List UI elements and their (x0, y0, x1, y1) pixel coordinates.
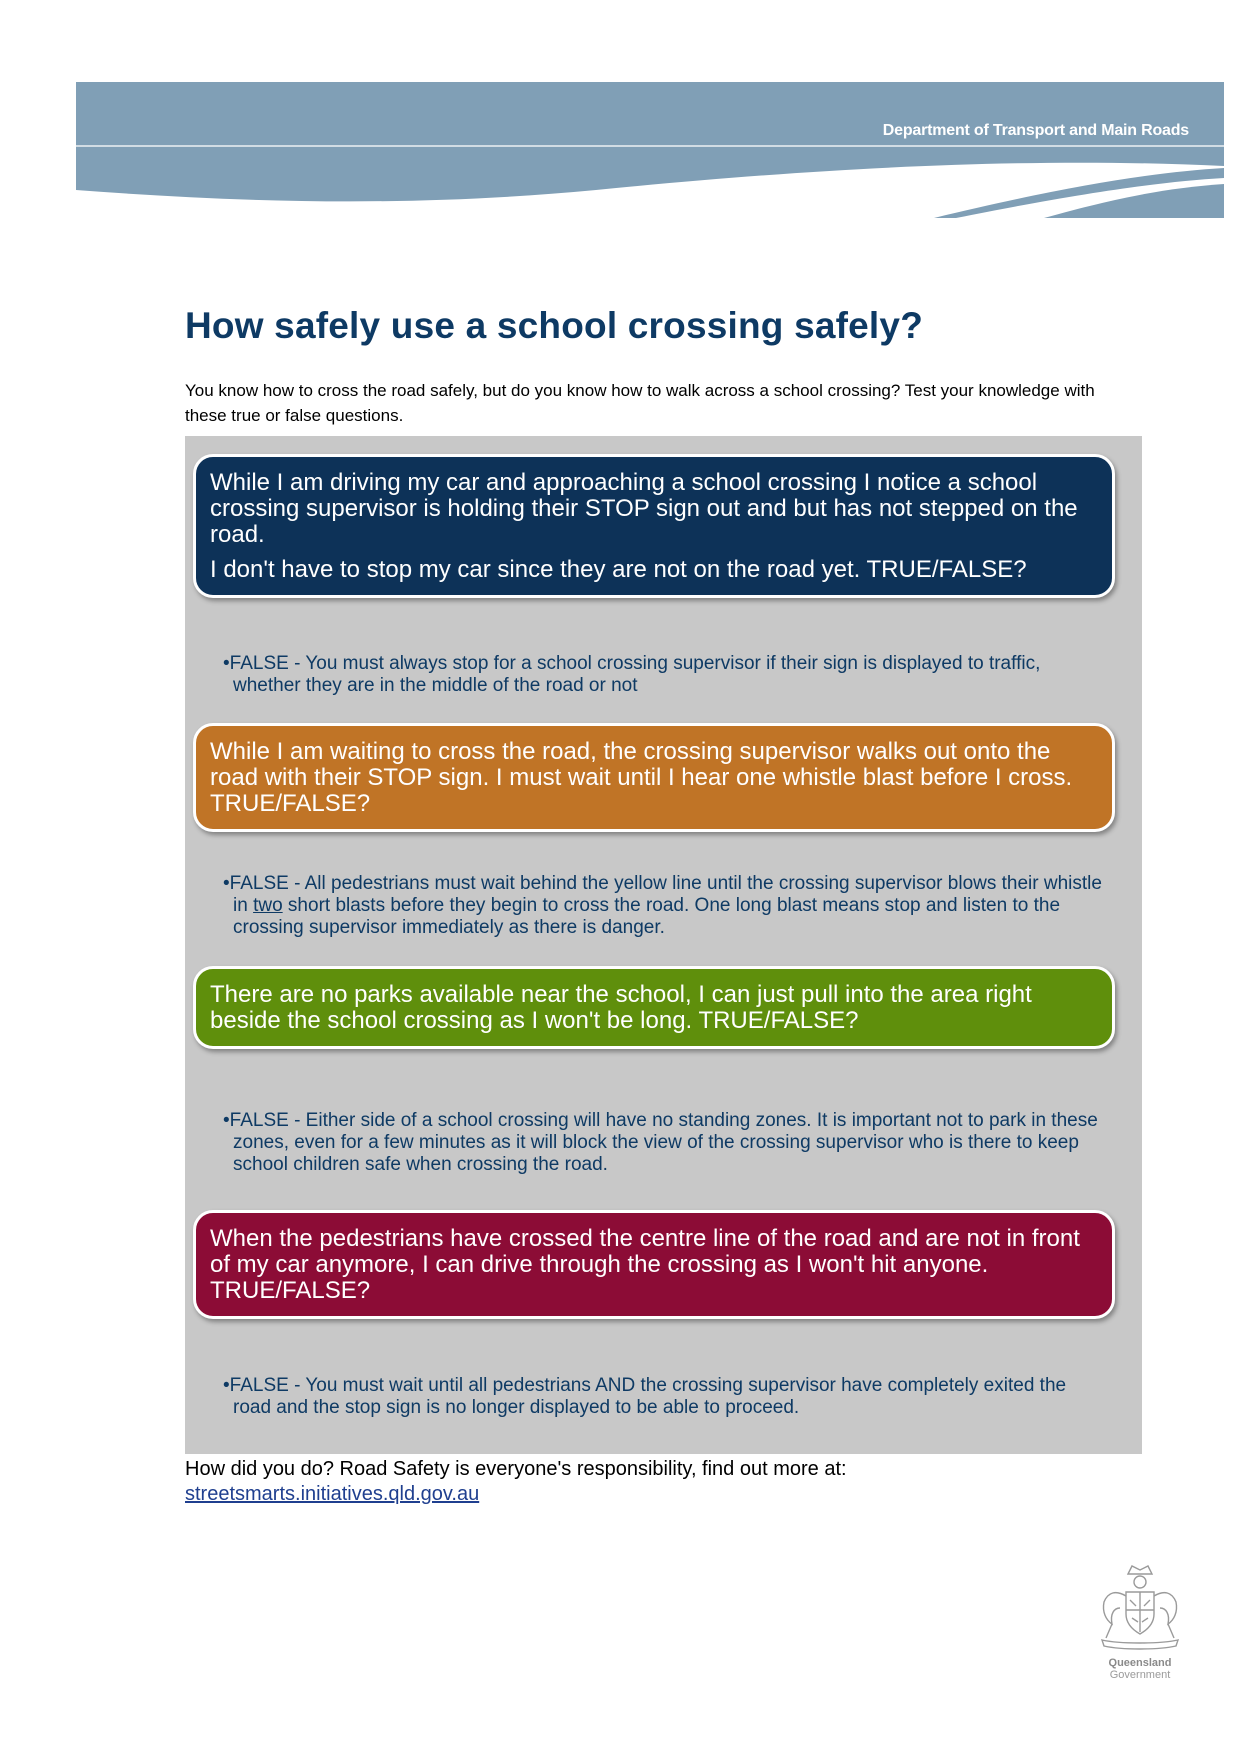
question-4-text: When the pedestrians have crossed the centre line of the road and are not in front of my car anymore, I can drive through the crossing as I won't hit anyone. TRUE/FALSE? (210, 1225, 1080, 1304)
answer-3: •FALSE - Either side of a school crossing will have no standing zones. It is important not to park in these zones, even for a few minutes as it will block the view of the crossing supervisor who is there to keep school children safe when crossing the road. (223, 1110, 1098, 1175)
queensland-government-logo (1092, 1562, 1188, 1680)
question-1-text-line2: I don't have to stop my car since they are not on the road yet. TRUE/FALSE? (210, 556, 1027, 583)
page-title: How safely use a school crossing safely? (185, 305, 923, 346)
answer-2 (223, 873, 1103, 939)
question-2-text: While I am waiting to cross the road, the crossing supervisor walks out onto the road with their STOP sign. I must wait until I hear one whistle blast before I cross. TRUE/FALSE? (210, 738, 1073, 817)
header-banner (76, 82, 1224, 222)
logo-line-2: Government (1109, 1669, 1171, 1681)
quiz-panel (185, 436, 1142, 1454)
department-name: Department of Transport and Main Roads (882, 122, 1189, 139)
banner-graphic (76, 82, 1224, 222)
intro-text: You know how to cross the road safely, but do you know how to walk across a school crossing? Test your knowledge with these true or false questions. (185, 381, 1095, 425)
question-box-4 (193, 1210, 1115, 1319)
answer-2-start: •FALSE - All pedestrians must wait behind the yellow line until the crossing supervisor blows their whistle in (223, 873, 1102, 916)
question-3-text: There are no parks available near the school, I can just pull into the area right beside the school crossing as I won't be long. TRUE/FALSE? (210, 981, 1032, 1034)
question-box-1 (193, 454, 1115, 598)
question-box-3 (193, 966, 1115, 1049)
footer-link[interactable]: streetsmarts.initiatives.qld.gov.au (185, 1483, 480, 1505)
coat-of-arms-icon (1092, 1562, 1188, 1652)
answer-2-end: short blasts before they begin to cross the road. One long blast means stop and listen to the crossing supervisor immediately as there is danger. (233, 895, 1061, 938)
question-1-text: While I am driving my car and approaching a school crossing I notice a school crossing supervisor is holding their STOP sign out and but has not stepped on the road. (210, 469, 1078, 548)
answer-4: •FALSE - You must wait until all pedestrians AND the crossing supervisor have completely exited the road and the stop sign is no longer displayed to be able to proceed. (223, 1375, 1067, 1418)
answer-1: •FALSE - You must always stop for a school crossing supervisor if their sign is displayed to traffic, whether they are in the middle of the road or not (223, 653, 1041, 696)
logo-line-1: Queensland (1108, 1657, 1172, 1669)
answer-2-emphasis: two (253, 895, 283, 916)
question-box-2 (193, 723, 1115, 832)
footer-text: How did you do? Road Safety is everyone's responsibility, find out more at: (185, 1458, 847, 1480)
